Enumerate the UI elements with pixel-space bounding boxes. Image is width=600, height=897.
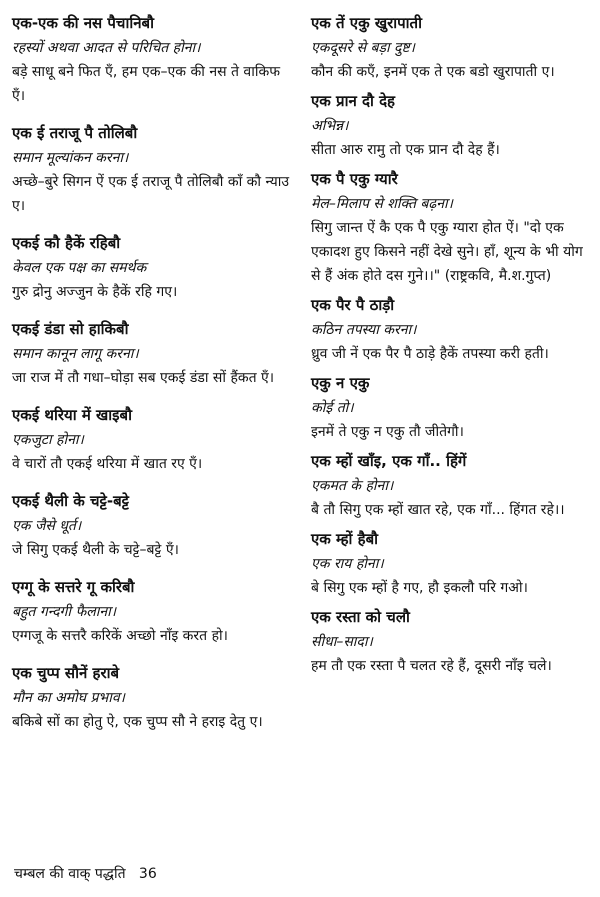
idiom-meaning: मेल–मिलाप से शक्ति बढ़ना। (311, 196, 453, 212)
idiom-example: इनमें ते एकु न एकु तौ जीतेगौ। (311, 424, 464, 440)
idiom-meaning: रहस्यों अथवा आदत से परिचित होना। (12, 40, 201, 56)
idiom-title: एकई कौ हैकें रहिबौ (12, 234, 121, 252)
idiom-title: एक म्हों हैबौ (311, 530, 379, 548)
idiom-title: एक पैर पै ठाड़ौ (311, 296, 395, 314)
idiom-entry (311, 372, 593, 444)
idiom-example: कौन की कएँ, इनमें एक ते एक बडो खुरापाती ए। (311, 64, 555, 80)
idiom-entry (311, 168, 593, 288)
idiom-entry (12, 490, 297, 562)
idiom-example: बकिबे सों का होतु ऐ, एक चुप्प सौ ने हराइ देतु ए। (12, 714, 263, 730)
idiom-meaning: सीधा–सादा। (311, 634, 373, 650)
idiom-example: हम तौ एक रस्ता पै चलत रहे हैं, दूसरी नाँइ चले। (311, 658, 552, 674)
idiom-title: एकई डंडा सो हाकिबौ (12, 320, 129, 338)
idiom-example: जा राज में तौ गधा–घोड़ा सब एकई डंडा सों हैंकत एँ। (12, 370, 275, 386)
idiom-entry (12, 232, 297, 304)
idiom-meaning: मौन का अमोघ प्रभाव। (12, 690, 125, 706)
idiom-meaning: बहुत गन्दगी फैलाना। (12, 604, 117, 620)
idiom-example: गुरु द्रोनु अज्जुन के हैकें रहि गए। (12, 284, 178, 300)
book-title: चम्बल की वाक् पद्धति (14, 866, 126, 882)
idiom-title: एक म्हों खाँइ, एक गाँ.. हिंगें (311, 452, 467, 470)
idiom-title: एक पै एकु ग्यारै (311, 170, 398, 188)
idiom-meaning: कठिन तपस्या करना। (311, 322, 417, 338)
idiom-title: एक चुप्प सौनें हराबे (12, 664, 120, 682)
idiom-title: एग्गू के सत्तरे गू करिबौ (12, 578, 135, 596)
idiom-entry (12, 662, 297, 734)
idiom-meaning: समान मूल्यांकन करना। (12, 150, 129, 166)
idiom-title: एकई थरिया में खाइबौ (12, 406, 132, 424)
idiom-entry (12, 318, 297, 390)
idiom-meaning: एकदूसरे से बड़ा दुष्ट। (311, 40, 415, 56)
idiom-title: एक रस्ता को चलौ (311, 608, 410, 626)
idiom-entry (311, 12, 593, 84)
idiom-example: बे सिगु एक म्हों है गए, हौ इकलौ परि गओ। (311, 580, 528, 596)
idiom-meaning: एकजुटा होना। (12, 432, 84, 448)
idiom-entry (311, 294, 593, 366)
idiom-example: बड़े साधू बने फित एँ, हम एक–एक की नस ते वाकिफ एँ। (12, 64, 281, 104)
idiom-entry (12, 576, 297, 648)
idiom-title: एक ई तराजू पै तोलिबौ (12, 124, 138, 142)
idiom-example: बै तौ सिगु एक म्हों खात रहे, एक गाँ... हिंगत रहे।। (311, 502, 565, 518)
idiom-meaning: एक जैसे धूर्त। (12, 518, 82, 534)
idiom-meaning: एक राय होना। (311, 556, 384, 572)
idiom-title: एकु न एकु (311, 374, 370, 392)
idiom-meaning: एकमत के होना। (311, 478, 394, 494)
idiom-example: अच्छे–बुरे सिगन ऐं एक ई तराजू पै तोलिबौ काँ कौ न्याउ ए। (12, 174, 290, 214)
idiom-example: वे चारों तौ एकई थरिया में खात रए एँ। (12, 456, 203, 472)
idiom-meaning: समान कानून लागू करना। (12, 346, 139, 362)
idiom-title: एक तें एकु खुरापाती (311, 14, 422, 32)
idiom-meaning: केवल एक पक्ष का समर्थक (12, 260, 147, 276)
idiom-example: ध्रुव जी नें एक पैर पै ठाड़े हैकें तपस्या करी हती। (311, 346, 549, 362)
idiom-example: जे सिगु एकई थैली के चट्टे–बट्टे एँ। (12, 542, 179, 558)
idiom-entry (311, 606, 593, 678)
idiom-entry (12, 12, 297, 108)
idiom-title: एकई थैली के चट्टे-बट्टे (12, 492, 129, 510)
idiom-entry (12, 404, 297, 476)
idiom-entry (311, 450, 593, 522)
page-number: 36 (138, 866, 157, 882)
idiom-example: सीता आरु रामु तो एक प्रान दौ देह हैं। (311, 142, 500, 158)
idiom-entry (311, 90, 593, 162)
left-column (12, 12, 297, 748)
idiom-entry (12, 122, 297, 218)
right-column (311, 12, 593, 684)
idiom-title: एक-एक की नस पैचानिबौ (12, 14, 154, 32)
page-footer (14, 864, 157, 883)
idiom-example: सिगु जान्त ऐं कै एक पै एकु ग्यारा होत ऐं। "दो एक एकादश हुए किसने नहीं देखे सुने। हाँ, शून्य के भी योग से हैं अंक होते दस गुने।।" (राष्ट्रकवि, मै.श.गुप्त) (311, 220, 583, 284)
idiom-title: एक प्रान दौ देह (311, 92, 396, 110)
idiom-meaning: अभिन्न। (311, 118, 349, 134)
idiom-example: एग्गजू के सत्तरै करिकें अच्छो नाँइ करत हो। (12, 628, 228, 644)
idiom-meaning: कोई तो। (311, 400, 354, 416)
idiom-entry (311, 528, 593, 600)
